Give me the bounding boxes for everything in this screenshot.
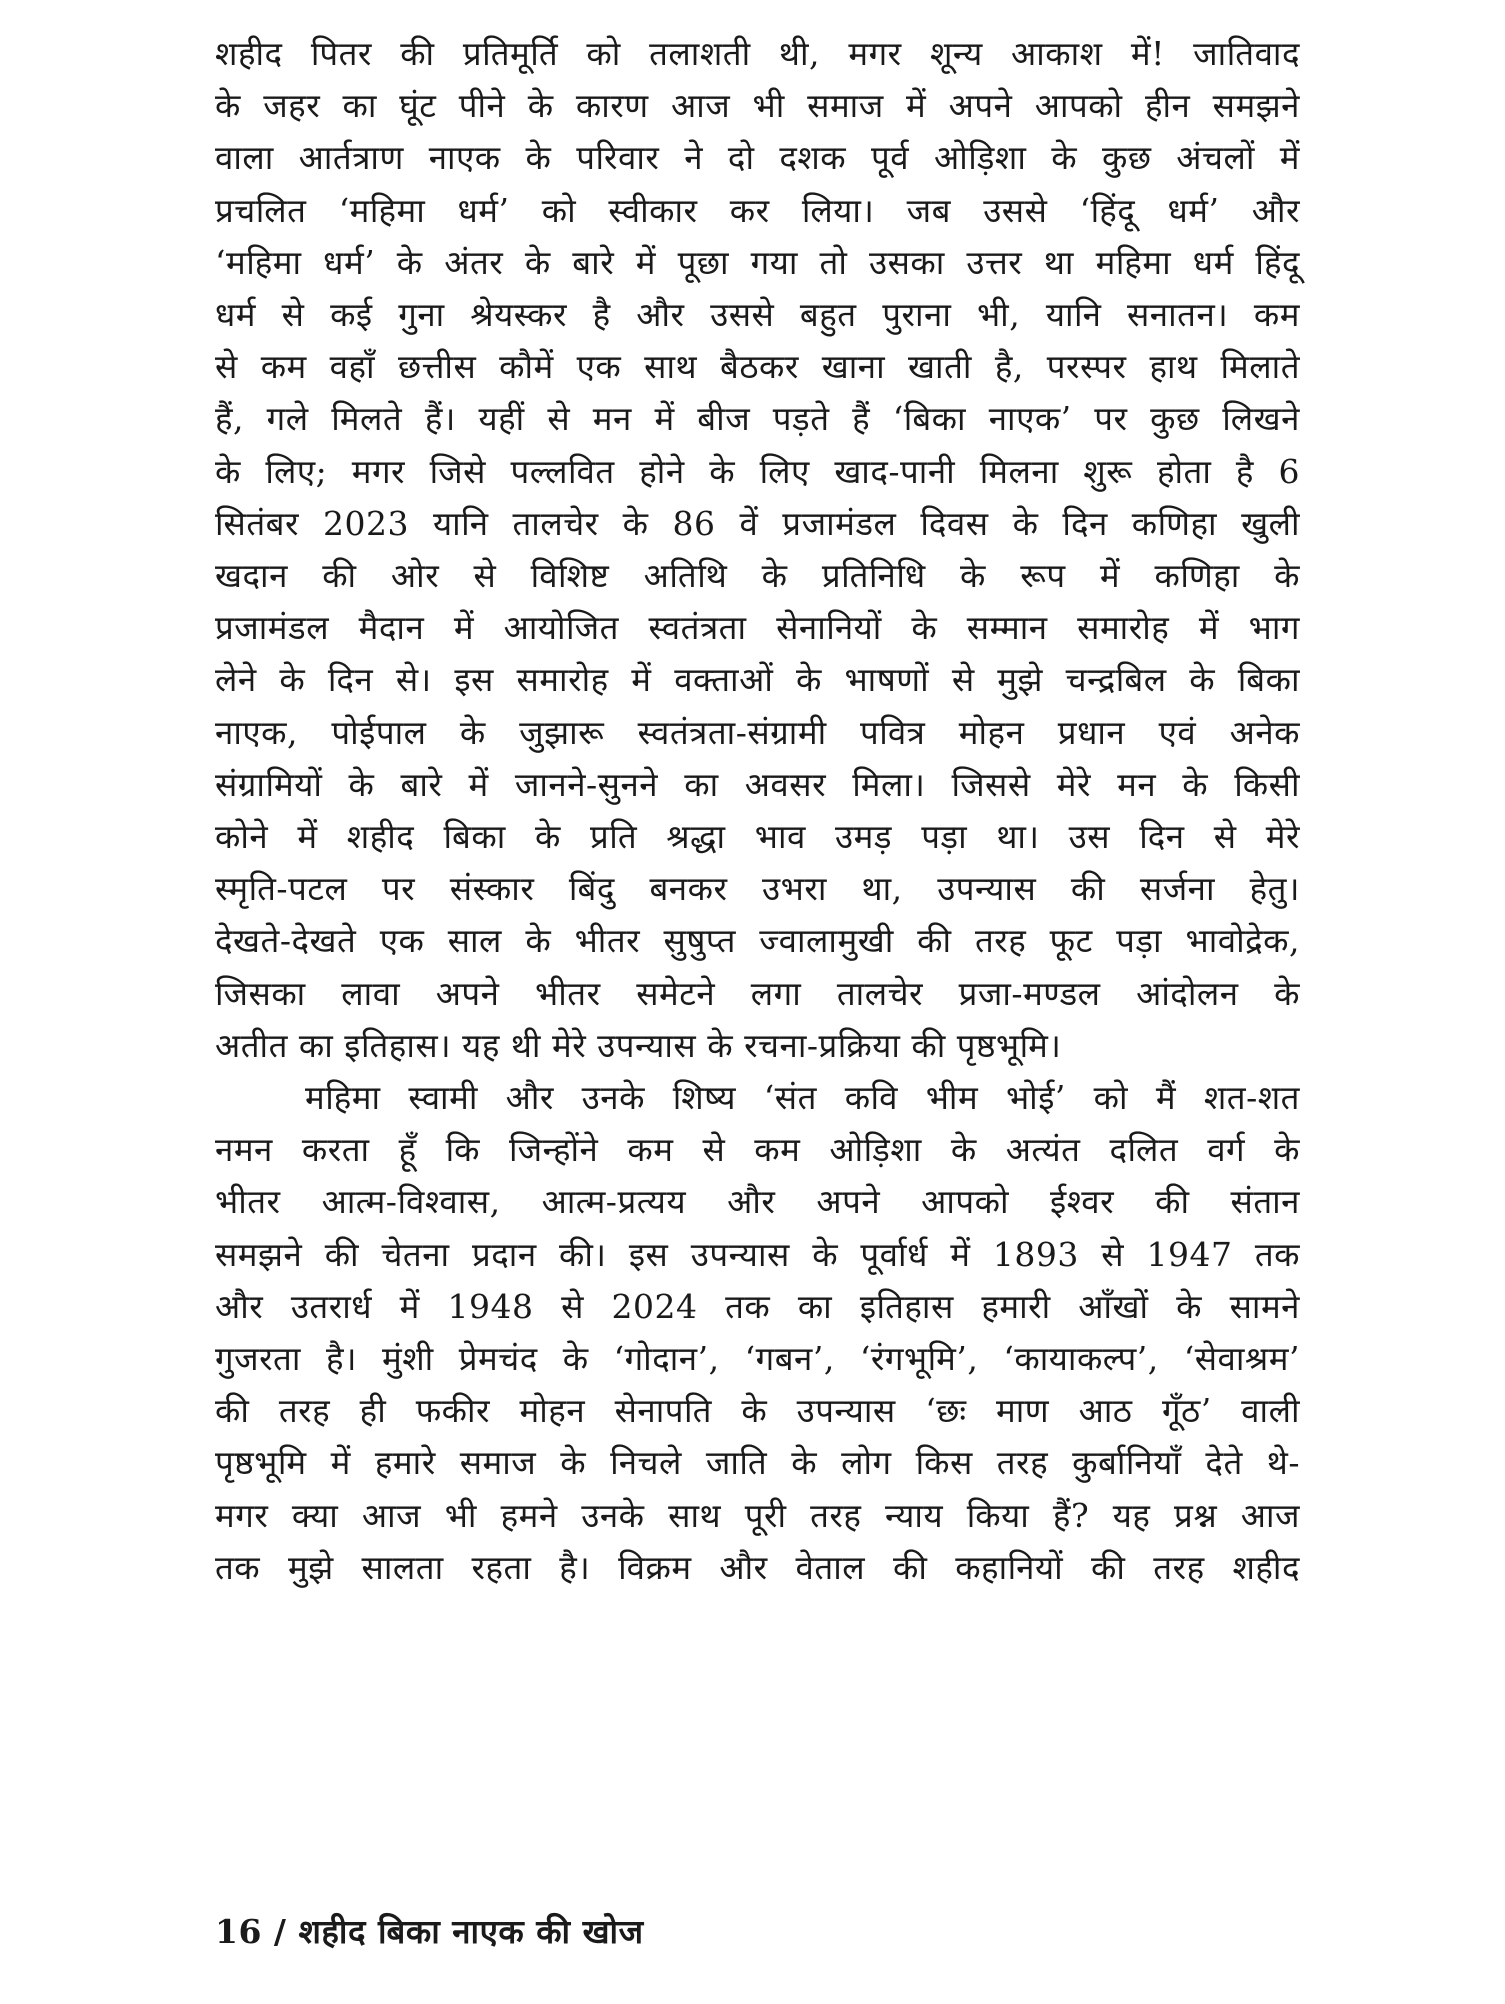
text-line: कोने में शहीद बिका के प्रति श्रद्धा भाव उमड़ पड़ा था। उस दिन से मेरे — [215, 817, 1300, 857]
text-line: जिसका लावा अपने भीतर समेटने लगा तालचेर प्रजा-मण्डल आंदोलन के — [215, 973, 1300, 1013]
text-line: के जहर का घूंट पीने के कारण आज भी समाज में अपने आपको हीन समझने — [215, 86, 1300, 126]
text-line: नमन करता हूँ कि जिन्होंने कम से कम ओड़िशा के अत्यंत दलित वर्ग के — [215, 1130, 1300, 1170]
text-line: अतीत का इतिहास। यह थी मेरे उपन्यास के रचना-प्रक्रिया की पृष्ठभूमि। — [215, 1025, 1062, 1065]
text-line: धर्म से कई गुना श्रेयस्कर है और उससे बहुत पुराना भी, यानि सनातन। कम — [215, 295, 1300, 335]
text-line: भीतर आत्म-विश्वास, आत्म-प्रत्यय और अपने आपको ईश्वर की संतान — [215, 1182, 1300, 1222]
text-line: मगर क्या आज भी हमने उनके साथ पूरी तरह न्याय किया हैं? यह प्रश्न आज — [215, 1495, 1300, 1535]
text-line: शहीद पितर की प्रतिमूर्ति को तलाशती थी, मगर शून्य आकाश में! जातिवाद — [215, 34, 1300, 73]
text-line: प्रचलित ‘महिमा धर्म’ को स्वीकार कर लिया। जब उससे ‘हिंदू धर्म’ और — [215, 190, 1300, 230]
text-line: नाएक, पोईपाल के जुझारू स्वतंत्रता-संग्रामी पवित्र मोहन प्रधान एवं अनेक — [215, 712, 1300, 752]
text-line: गुजरता है। मुंशी प्रेमचंद के ‘गोदान’, ‘गबन’, ‘रंगभूमि’, ‘कायाकल्प’, ‘सेवाश्रम’ — [215, 1339, 1300, 1379]
text-line: पृष्ठभूमि में हमारे समाज के निचले जाति के लोग किस तरह कुर्बानियाँ देते थे- — [215, 1443, 1300, 1483]
page-footer: 16 / शहीद बिका नाएक की खोज — [215, 1912, 644, 1951]
text-line: के लिए; मगर जिसे पल्लवित होने के लिए खाद-पानी मिलना शुरू होता है 6 — [215, 451, 1300, 491]
text-line: लेने के दिन से। इस समारोह में वक्ताओं के भाषणों से मुझे चन्द्रबिल के बिका — [215, 660, 1300, 700]
text-line: तक मुझे सालता रहता है। विक्रम और वेताल की कहानियों की तरह शहीद — [215, 1547, 1300, 1587]
text-line: देखते-देखते एक साल के भीतर सुषुप्त ज्वालामुखी की तरह फूट पड़ा भावोद्रेक, — [215, 921, 1300, 961]
text-line: समझने की चेतना प्रदान की। इस उपन्यास के पूर्वार्ध में 1893 से 1947 तक — [215, 1234, 1300, 1274]
text-line: हैं, गले मिलते हैं। यहीं से मन में बीज पड़ते हैं ‘बिका नाएक’ पर कुछ लिखने — [215, 399, 1300, 439]
text-line: महिमा स्वामी और उनके शिष्य ‘संत कवि भीम भोई’ को मैं शत-शत — [305, 1078, 1300, 1118]
book-page — [215, 28, 1300, 1968]
body-text — [215, 28, 1300, 1594]
text-line: संग्रामियों के बारे में जानने-सुनने का अवसर मिला। जिससे मेरे मन के किसी — [215, 764, 1300, 804]
paragraph-2 — [215, 1072, 1300, 1594]
text-line: की तरह ही फकीर मोहन सेनापति के उपन्यास ‘छः माण आठ गूँठ’ वाली — [215, 1391, 1300, 1431]
text-line: सितंबर 2023 यानि तालचेर के 86 वें प्रजामंडल दिवस के दिन कणिहा खुली — [215, 503, 1300, 543]
text-line: स्मृति-पटल पर संस्कार बिंदु बनकर उभरा था, उपन्यास की सर्जना हेतु। — [215, 869, 1300, 909]
text-line: खदान की ओर से विशिष्ट अतिथि के प्रतिनिधि के रूप में कणिहा के — [215, 556, 1300, 596]
text-line: प्रजामंडल मैदान में आयोजित स्वतंत्रता सेनानियों के सम्मान समारोह में भाग — [215, 608, 1300, 648]
text-line: से कम वहाँ छत्तीस कौमें एक साथ बैठकर खाना खाती है, परस्पर हाथ मिलाते — [215, 347, 1300, 387]
text-line: और उतरार्ध में 1948 से 2024 तक का इतिहास हमारी आँखों के सामने — [215, 1286, 1300, 1326]
text-line: ‘महिमा धर्म’ के अंतर के बारे में पूछा गया तो उसका उत्तर था महिमा धर्म हिंदू — [215, 242, 1300, 282]
paragraph-1 — [215, 28, 1300, 1072]
text-line: वाला आर्तत्राण नाएक के परिवार ने दो दशक पूर्व ओड़िशा के कुछ अंचलों में — [215, 138, 1300, 178]
